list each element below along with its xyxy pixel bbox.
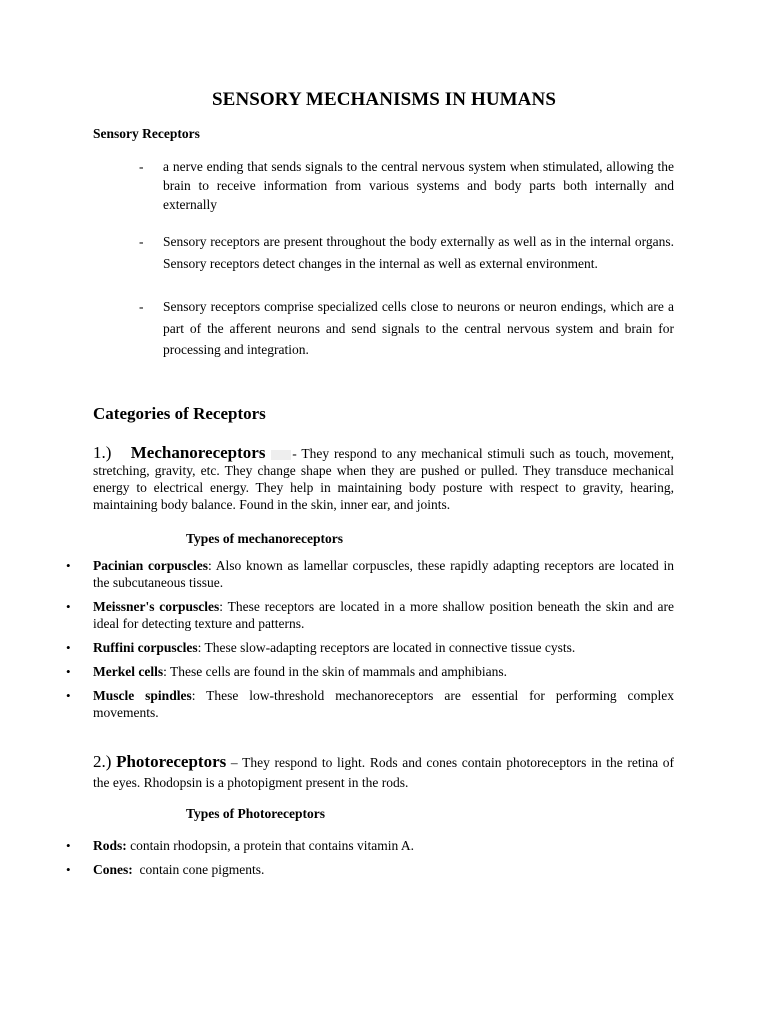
dash-list-item	[139, 157, 674, 217]
bullet-marker: •	[66, 558, 71, 573]
dash-list-item	[139, 296, 674, 362]
dash-list-item	[139, 231, 674, 297]
definition: : Also known as lamellar corpuscles, these rapidly adapting receptors are located in the subcutaneous tissue.	[93, 558, 674, 590]
list-item-text: a nerve ending that sends signals to the central nervous system when stimulated, allowing the brain to receive information from various systems and body parts both internally and externally	[163, 159, 674, 212]
section-heading-categories: Categories of Receptors	[93, 404, 266, 423]
term: Meissner's corpuscles	[93, 599, 220, 614]
types-heading-mechano: Types of mechanoreceptors	[186, 531, 343, 546]
term: Muscle spindles	[93, 688, 192, 703]
mechanoreceptors-term: Mechanoreceptors	[130, 443, 266, 462]
term: Rods:	[93, 838, 127, 853]
dash-marker: -	[139, 159, 144, 174]
separator: -	[292, 446, 297, 461]
blurred-mark	[271, 450, 291, 460]
bullet-marker: •	[66, 838, 71, 853]
term: Pacinian corpuscles	[93, 558, 208, 573]
bullet-marker: •	[66, 688, 71, 703]
list-item-text: Sensory receptors comprise specialized cells close to neurons or neuron endings, which are a part of the afferent neurons and send signals to the central nervous system and brain for processing and integration.	[163, 299, 674, 358]
definition: : These low-threshold mechanoreceptors are essential for performing complex movements.	[93, 688, 674, 720]
separator: –	[230, 755, 238, 770]
definition: contain rhodopsin, a protein that contains vitamin A.	[126, 838, 414, 853]
mechanoreceptors-description: They respond to any mechanical stimuli such as touch, movement, stretching, gravity, etc. They change shape when they are pushed or pulled. They transduce mechanical energy to electrical energy. They help in maintaining body posture with respect to gravity, hearing, maintaining body balance. Found in the skin, inner ear, and joints.	[93, 446, 675, 512]
bullet-marker: •	[66, 862, 71, 877]
types-heading-photo: Types of Photoreceptors	[186, 806, 325, 821]
photoreceptors-term: Photoreceptors	[116, 752, 227, 771]
list-item-text: Sensory receptors are present throughout the body externally as well as in the internal organs. Sensory receptors detect changes in the internal as well as external environment.	[163, 234, 674, 271]
mechanoreceptors-paragraph	[93, 444, 674, 513]
definition: : These slow-adapting receptors are located in connective tissue cysts.	[197, 640, 576, 655]
item-number: 2.)	[93, 752, 112, 771]
bullet-marker: •	[66, 664, 71, 679]
bullet-marker: •	[66, 599, 71, 614]
definition: contain cone pigments.	[132, 862, 265, 877]
dash-marker: -	[139, 234, 144, 249]
item-number: 1.)	[93, 443, 112, 462]
term: Ruffini corpuscles	[93, 640, 198, 655]
bullet-marker: •	[66, 640, 71, 655]
definition: : These receptors are located in a more shallow position beneath the skin and are ideal for detecting texture and patterns.	[93, 599, 674, 631]
term: Merkel cells	[93, 664, 164, 679]
definition: : These cells are found in the skin of mammals and amphibians.	[163, 664, 508, 679]
document-title: SENSORY MECHANISMS IN HUMANS	[212, 89, 556, 110]
photoreceptors-paragraph	[93, 752, 674, 793]
term: Cones:	[93, 862, 133, 877]
dash-marker: -	[139, 299, 144, 314]
section-heading-sensory-receptors: Sensory Receptors	[93, 126, 200, 141]
photoreceptors-description: They respond to light. Rods and cones contain photoreceptors in the retina of the eyes. Rhodopsin is a photopigment present in the rods.	[93, 755, 675, 790]
